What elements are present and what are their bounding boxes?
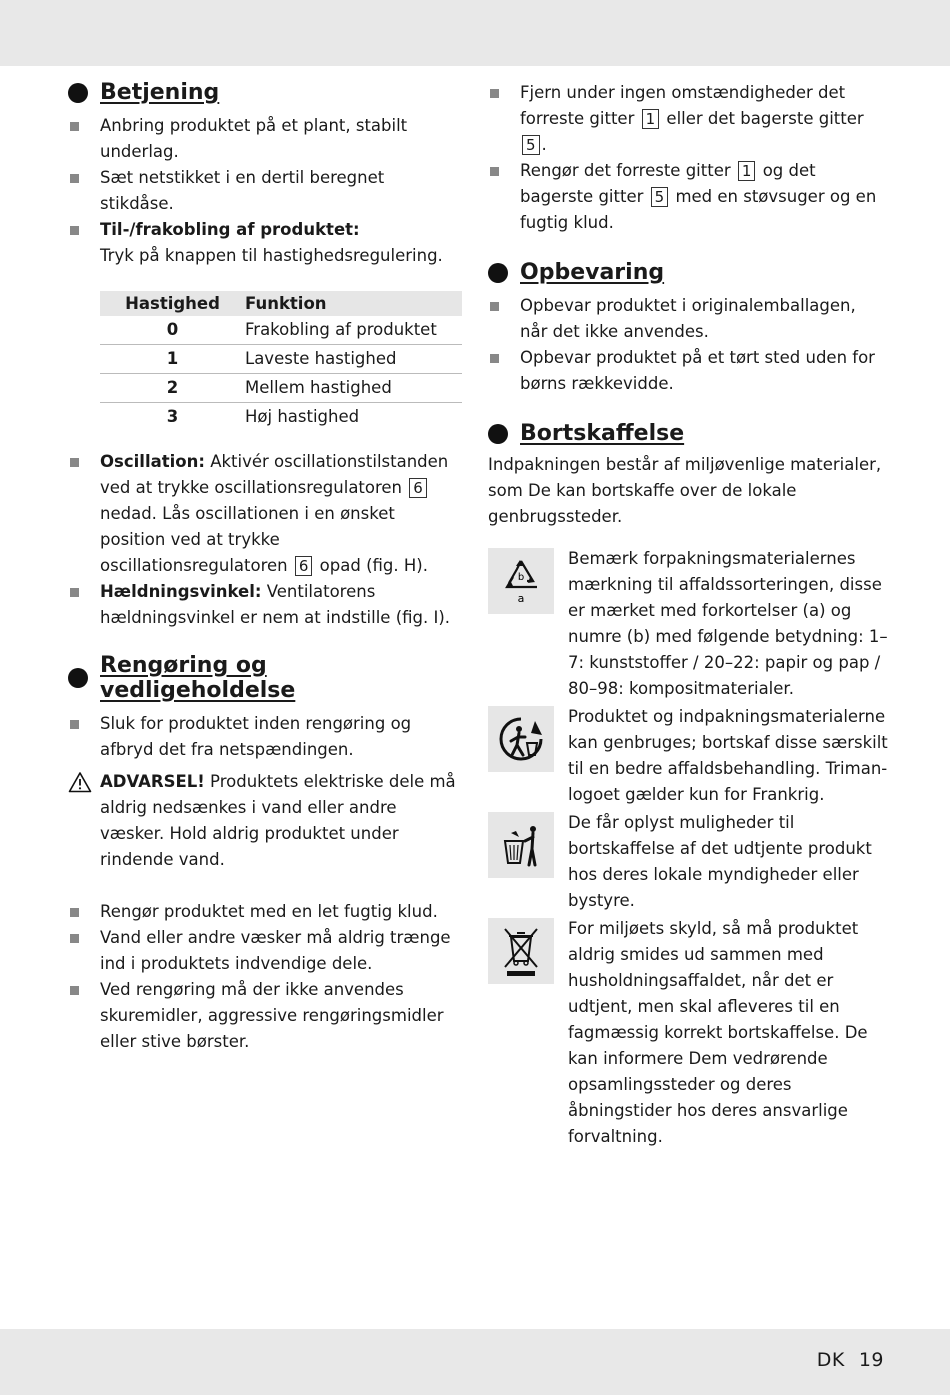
list-item: Oscillation: Aktivér oscillationstilstanden ved at trykke oscillationsregulatoren 6 nedad. Lås oscillationen i en ønsket position ved at trykke oscillationsregulatoren 6 opad (fig. H). <box>68 449 462 579</box>
footer-bar <box>0 1329 950 1395</box>
part-ref: 1 <box>642 109 660 129</box>
table-header-row <box>100 291 462 316</box>
warning-icon <box>68 771 92 793</box>
table-header: Hastighed <box>100 291 245 316</box>
disposal-note <box>488 704 888 808</box>
oscillation-list <box>68 449 462 631</box>
list-item: Rengør det forreste gitter 1 og det bagerste gitter 5 med en støvsuger og en fugtig klud. <box>488 158 888 236</box>
disposal-note-text: Bemærk forpakningsmaterialernes mærkning til affaldssorteringen, disse er mærket med forkortelser (a) og numre (b) med følgende betydning: 1–7: kunststoffer / 20–22: papir og pap / 80–98: kompositmaterialer. <box>568 549 888 698</box>
grid-list <box>488 80 888 236</box>
list-item: Sæt netstikket i en dertil beregnet stikdåse. <box>68 165 462 217</box>
part-ref: 5 <box>651 187 669 207</box>
language-code: DK <box>816 1349 845 1371</box>
list-item: Ved rengøring må der ikke anvendes skuremidler, aggressive rengøringsmidler eller stive børster. <box>68 977 462 1055</box>
warning-note: ADVARSEL! Produktets elektriske dele må aldrig nedsænkes i vand eller andre væsker. Hold aldrig produktet under rindende vand. <box>68 769 462 873</box>
bullet-dot-icon <box>68 83 88 103</box>
list-item: Sluk for produktet inden rengøring og afbryd det fra netspændingen. <box>68 711 462 763</box>
disposal-note-text: Produktet og indpakningsmaterialerne kan genbruges; bortskaf disse særskilt til en bedre affaldsbehandling. Triman-logoet gælder kun for Frankrig. <box>568 707 888 804</box>
bullet-dot-icon <box>488 263 508 283</box>
heading-cleaning: Rengøring og vedligeholdelse <box>68 653 462 703</box>
list-item: Opbevar produktet på et tørt sted uden for børns rækkevidde. <box>488 345 888 397</box>
heading-disposal: Bortskaffelse <box>488 421 888 446</box>
part-ref: 6 <box>409 478 427 498</box>
waste-bin-person-icon <box>488 812 554 878</box>
page-number-value: 19 <box>858 1349 884 1371</box>
cleaning-list <box>68 711 462 763</box>
disposal-note <box>488 810 888 914</box>
part-ref: 6 <box>295 556 313 576</box>
table-row: 1 Laveste hastighed <box>100 345 462 374</box>
table-row: 0 Frakobling af produktet <box>100 316 462 345</box>
list-item: Fjern under ingen omstændigheder det forreste gitter 1 eller det bagerste gitter 5 . <box>488 80 888 158</box>
table-row: 3 Høj hastighed <box>166 407 360 426</box>
page-number <box>817 1349 884 1371</box>
list-item: Rengør produktet med en let fugtig klud. <box>68 899 462 925</box>
cleaning-list-2 <box>68 899 462 1055</box>
disposal-note-text: For miljøets skyld, så må produktet aldrig smides ud sammen med husholdningsaffaldet, når det er udtjent, men skal afleveres til en fagmæssig korrekt bortskaffelse. De kan informere Dem vedrørende opsamlingssteder og deres åbningstider hos deres ansvarlige forvaltning. <box>568 919 868 1146</box>
list-item: Til-/frakobling af produktet: Tryk på knappen til hastighedsregulering. <box>68 217 462 269</box>
list-item: Anbring produktet på et plant, stabilt underlag. <box>68 113 462 165</box>
recycling-code-icon <box>488 548 554 614</box>
right-column <box>488 80 888 1168</box>
svg-text:b: b <box>517 572 525 583</box>
disposal-note-text: De får oplyst muligheder til bortskaffelse af det udtjente produkt hos deres lokale myndigheder eller bystyre. <box>568 813 872 910</box>
list-item: Opbevar produktet i originalemballagen, når det ikke anvendes. <box>488 293 888 345</box>
list-item: Vand eller andre væsker må aldrig trænge ind i produktets indvendige dele. <box>68 925 462 977</box>
heading-storage: Opbevaring <box>488 260 888 285</box>
svg-text:a: a <box>517 592 525 605</box>
crossed-bin-icon <box>488 918 554 984</box>
disposal-note <box>488 546 888 702</box>
storage-list <box>488 293 888 397</box>
disposal-note <box>488 916 888 1150</box>
bullet-dot-icon <box>68 668 88 688</box>
list-item: Hældningsvinkel: Ventilatorens hældningsvinkel er nem at indstille (fig. I). <box>68 579 462 631</box>
table-header: Funktion <box>245 291 462 316</box>
section-disposal <box>488 421 888 1150</box>
part-ref: 5 <box>522 135 540 155</box>
bullet-dot-icon <box>488 424 508 444</box>
part-ref: 1 <box>738 161 756 181</box>
left-column <box>68 80 462 1073</box>
betjening-list <box>68 113 462 269</box>
heading-betjening: Betjening <box>68 80 462 105</box>
disposal-intro: Indpakningen består af miljøvenlige materialer, som De kan bortskaffe over de lokale genbrugssteder. <box>488 455 882 526</box>
triman-icon <box>488 706 554 772</box>
speed-table <box>100 291 462 431</box>
section-betjening <box>68 80 462 631</box>
header-bar <box>0 0 950 66</box>
section-cleaning <box>68 653 462 1055</box>
table-row: 2 Mellem hastighed <box>100 374 462 403</box>
section-storage <box>488 260 888 397</box>
